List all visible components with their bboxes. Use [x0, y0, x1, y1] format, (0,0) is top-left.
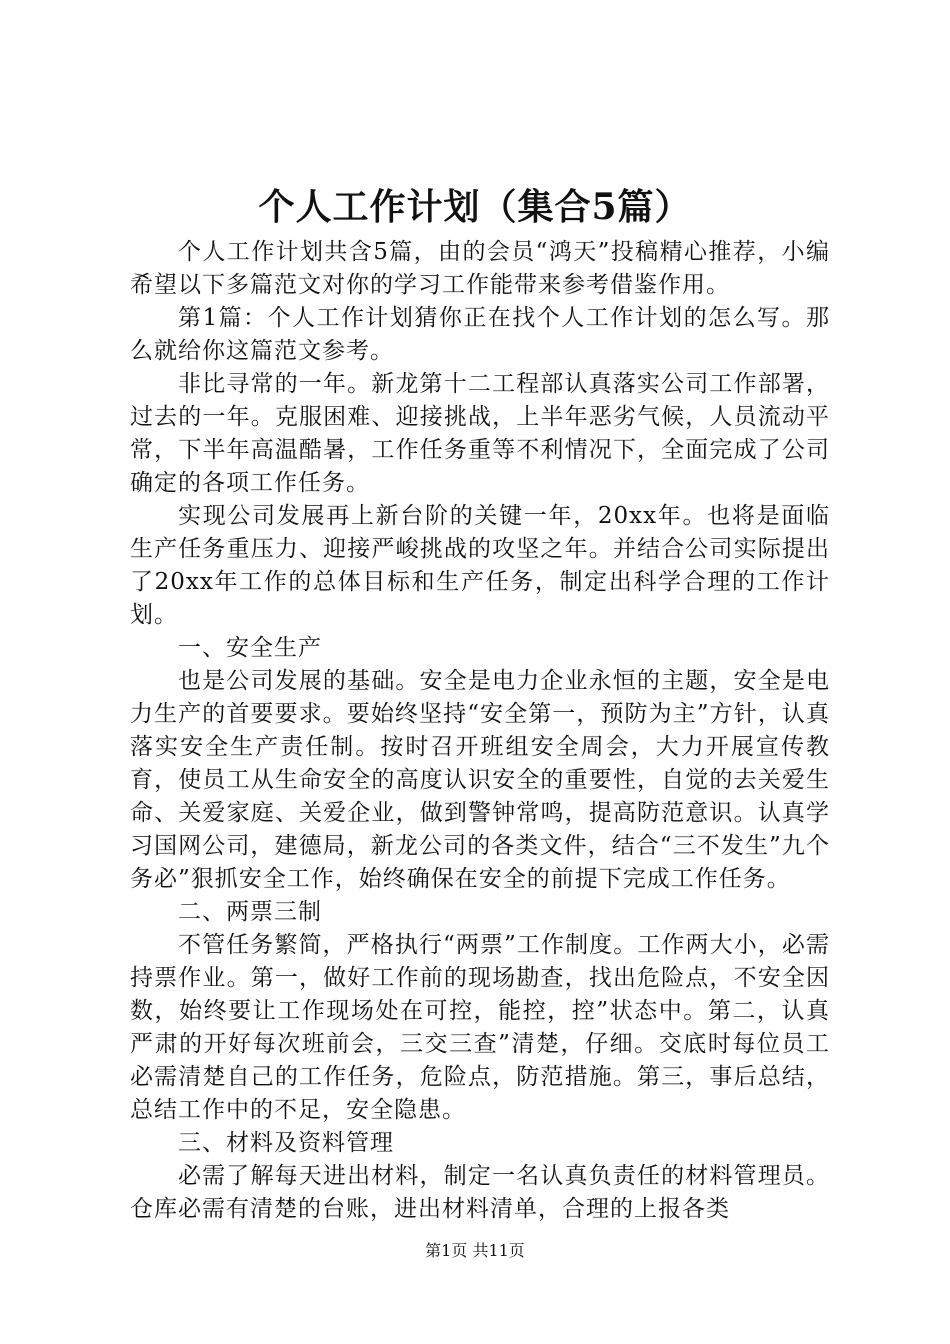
section-heading-safety: 一、安全生产 — [178, 635, 322, 661]
paragraph-intro: 个人工作计划共含5篇，由的会员“鸿天”投稿精心推荐，小编希望以下多篇范文对你的学习工作能带来参考借鉴作用。 — [130, 239, 830, 298]
paragraph-year-review: 非比寻常的一年。新龙第十二工程部认真落实公司工作部署，过去的一年。克服困难、迎接挑战，上半年恶劣气候，人员流动平常，下半年高温酷暑，工作任务重等不利情况下，全面完成了公司确定的各项工作任务。 — [130, 371, 830, 496]
document-body — [130, 236, 830, 1226]
paragraph-materials: 必需了解每天进出材料，制定一名认真负责任的材料管理员。仓库必需有清楚的台账，进出材料清单，合理的上报各类 — [130, 1163, 830, 1222]
paragraph-year-goals: 实现公司发展再上新台阶的关键一年，20xx年。也将是面临生产任务重压力、迎接严峻挑战的攻坚之年。并结合公司实际提出了20xx年工作的总体目标和生产任务，制定出科学合理的工作计划。 — [130, 503, 830, 628]
section-heading-tickets: 二、两票三制 — [178, 899, 322, 925]
paragraph-article-1-intro: 第1篇：个人工作计划猜你正在找个人工作计划的怎么写。那么就给你这篇范文参考。 — [130, 305, 830, 364]
paragraph-tickets: 不管任务繁简，严格执行“两票”工作制度。工作两大小，必需持票作业。第一，做好工作前的现场勘查，找出危险点，不安全因数，始终要让工作现场处在可控，能控，控”状态中。第二，认真严肃的开好每次班前会，三交三查”清楚，仔细。交底时每位员工必需清楚自己的工作任务，危险点，防范措施。第三，事后总结，总结工作中的不足，安全隐患。 — [130, 932, 830, 1123]
page-number-footer: 第1页 共11页 — [425, 1241, 525, 1260]
paragraph-safety: 也是公司发展的基础。安全是电力企业永恒的主题，安全是电力生产的首要要求。要始终坚持“安全第一，预防为主”方针，认真落实安全生产责任制。按时召开班组安全周会，大力开展宣传教育，使员工从生命安全的高度认识安全的重要性，自觉的去关爱生命、关爱家庭、关爱企业，做到警钟常鸣，提高防范意识。认真学习国网公司，建德局，新龙公司的各类文件，结合“三不发生”九个务必”狠抓安全工作，始终确保在安全的前提下完成工作任务。 — [130, 668, 830, 892]
document-title: 个人工作计划（集合5篇） — [258, 186, 692, 228]
section-heading-materials: 三、材料及资料管理 — [178, 1130, 394, 1156]
